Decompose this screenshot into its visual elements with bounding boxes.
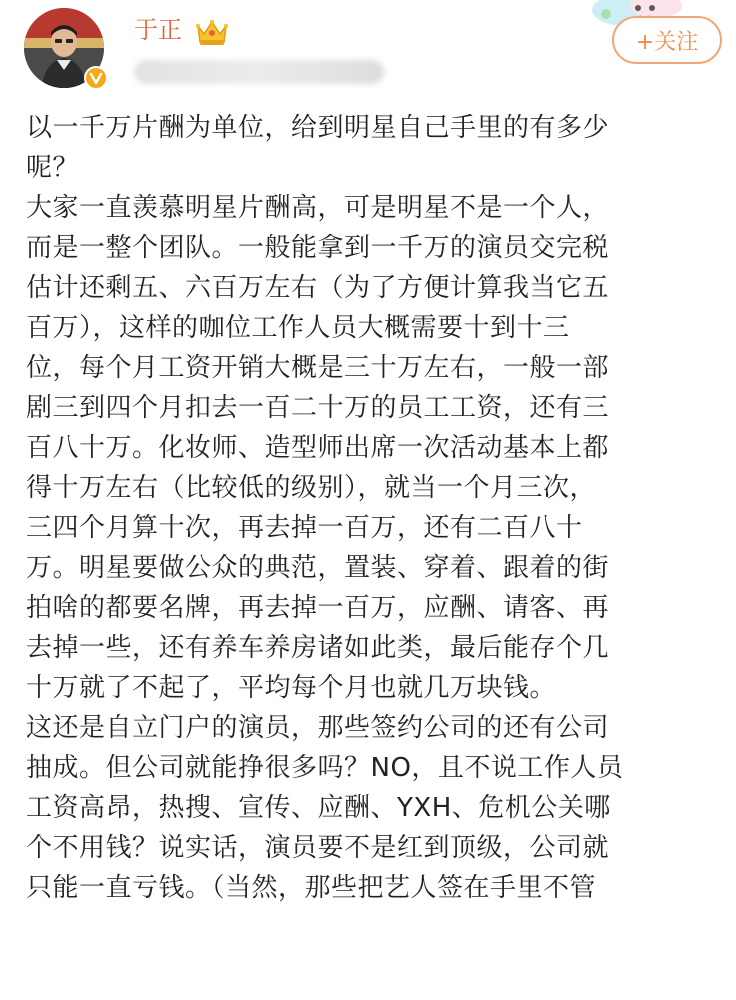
post-text-line: 三四个月算十次，再去掉一百万，还有二百八十	[26, 513, 583, 543]
post-text-line: 抽成。但公司就能挣很多吗？NO，且不说工作人员	[26, 753, 624, 783]
post-text-line: 得十万左右（比较低的级别），就当一个月三次，	[26, 473, 597, 503]
post-text-line: 百万），这样的咖位工作人员大概需要十到十三	[26, 313, 570, 343]
post-text-line: 只能一直亏钱。（当然，那些把艺人签在手里不管	[26, 873, 597, 903]
post-body	[26, 108, 716, 908]
verified-v-icon	[84, 66, 108, 90]
post-text-line: 工资高昂，热搜、宣传、应酬、YXH、危机公关哪	[26, 793, 611, 823]
post-text-line: 这还是自立门户的演员，那些签约公司的还有公司	[26, 713, 610, 743]
post-text-line: 个不用钱？说实话，演员要不是红到顶级，公司就	[26, 833, 610, 863]
post-text-line: 大家一直羡慕明星片酬高，可是明星不是一个人，	[26, 193, 610, 223]
post-text-line: 百八十万。化妆师、造型师出席一次活动基本上都	[26, 433, 610, 463]
post-text-line: 而是一整个团队。一般能拿到一千万的演员交完税	[26, 233, 610, 263]
post-text-line: 位，每个月工资开销大概是三十万左右，一般一部	[26, 353, 610, 383]
follow-button[interactable]: +关注	[612, 16, 722, 64]
post-text-line: 剧三到四个月扣去一百二十万的员工工资，还有三	[26, 393, 610, 423]
post-header	[0, 0, 736, 110]
post-text-line: 呢？	[26, 153, 80, 183]
crown-icon	[194, 16, 230, 48]
post-text-line: 以一千万片酬为单位，给到明星自己手里的有多少	[26, 113, 610, 143]
author-name[interactable]: 于正	[134, 16, 182, 44]
post-meta-blurred	[134, 60, 384, 84]
post-text-line: 十万就了不起了，平均每个月也就几万块钱。	[26, 673, 557, 703]
post-text-line: 估计还剩五、六百万左右（为了方便计算我当它五	[26, 273, 610, 303]
post-text-line: 万。明星要做公众的典范，置装、穿着、跟着的街	[26, 553, 610, 583]
post-text-line: 去掉一些，还有养车养房诸如此类，最后能存个几	[26, 633, 610, 663]
post-text-line: 拍啥的都要名牌，再去掉一百万，应酬、请客、再	[26, 593, 610, 623]
